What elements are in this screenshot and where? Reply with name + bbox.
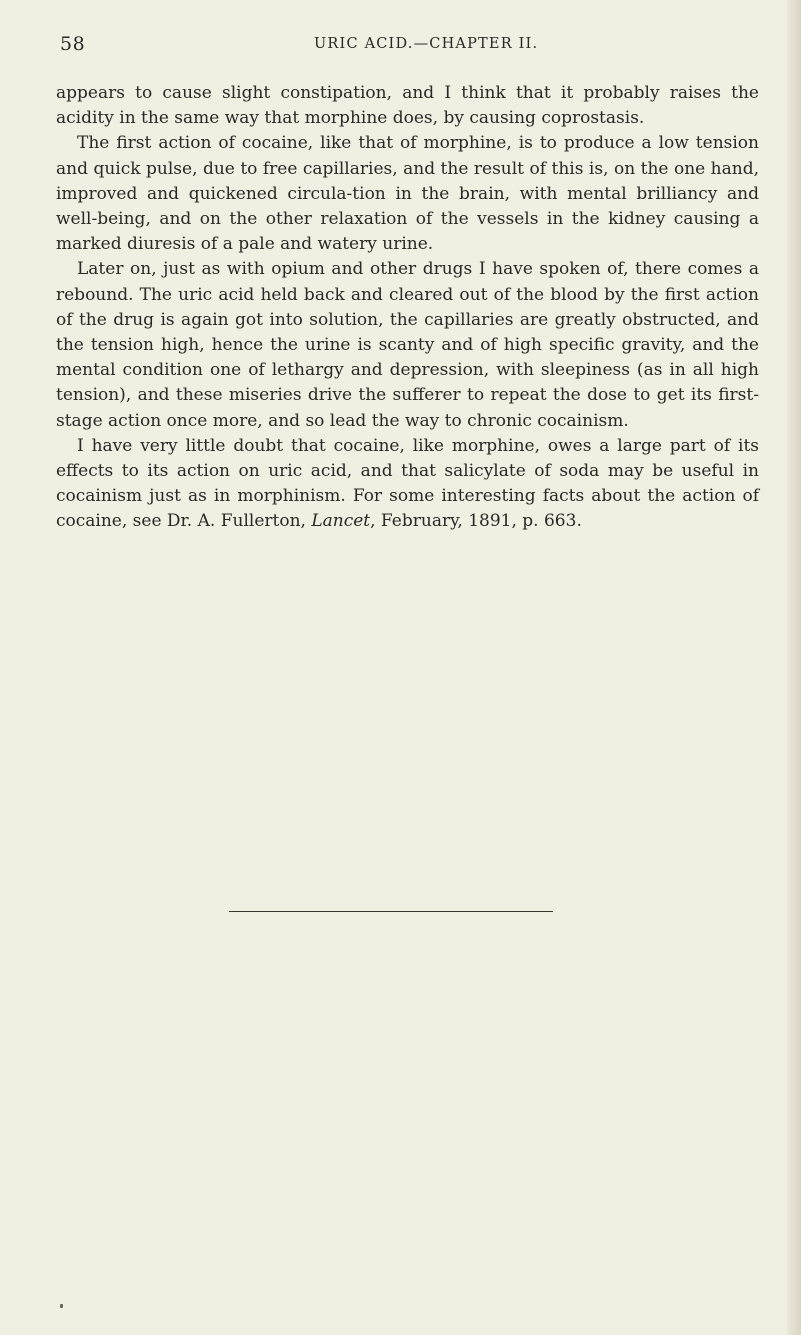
paragraph-4-text: I have very little doubt that cocaine, like morphine, owes a large part of its effects to its action on uric acid, and that salicylate of soda may be useful in cocainism just as in morphinism. For some interesting facts about the action of cocaine, see Dr. A. Fullerton, — [56, 435, 759, 532]
paper-speck — [60, 1304, 63, 1308]
running-head — [60, 33, 760, 55]
paragraph-2: The first action of cocaine, like that of morphine, is to produce a low tension and quick pulse, due to free capillaries, and the result of this is, on the one hand, improved and quickened circula-tion in the brain, with mental brilliancy and well-being, and on the other relaxation of the vessels in the kidney causing a marked diuresis of a pale and watery urine. — [56, 133, 759, 255]
paragraph-3: Later on, just as with opium and other drugs I have spoken of, there comes a rebound. The uric acid held back and cleared out of the blood by the first action of the drug is again got into solution, the capillaries are greatly obstructed, and the tension high, hence the urine is scanty and of high specific gravity, and the mental condition one of lethargy and depression, with sleepiness (as in all high tension), and these miseries drive the sufferer to repeat the dose to get its first-stage action once more, and so lead the way to chronic cocainism. — [56, 259, 759, 431]
page-edge-shadow — [787, 0, 801, 1335]
page-number: 58 — [60, 33, 86, 55]
paragraph-1: appears to cause slight constipation, and I think that it probably raises the acidity in the same way that morphine does, by causing coprostasis. — [56, 83, 759, 129]
body-text — [56, 81, 759, 535]
footnote-rule — [229, 911, 553, 912]
citation-journal: Lancet — [311, 511, 371, 532]
running-title: URIC ACID.—CHAPTER II. — [314, 36, 539, 52]
citation-details: , February, 1891, p. 663. — [370, 511, 582, 532]
paragraph-4 — [56, 434, 759, 535]
